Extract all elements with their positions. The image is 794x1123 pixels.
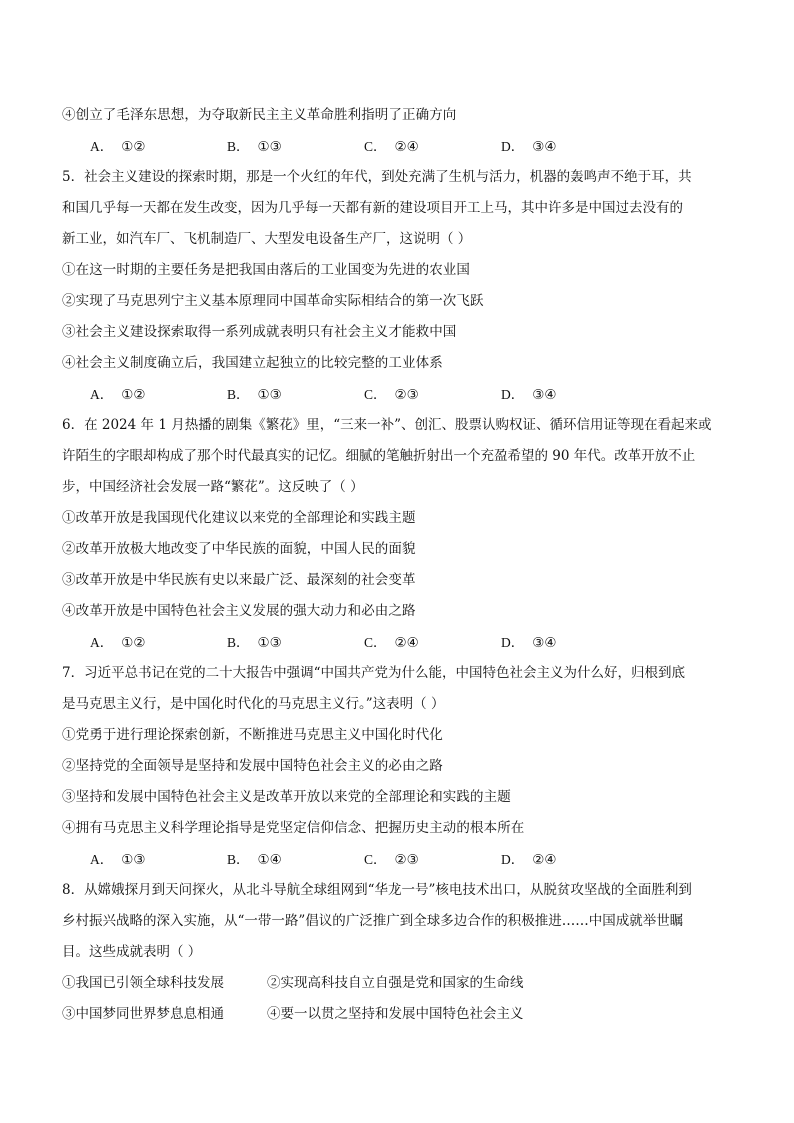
q8-statements-row-1 [62,968,742,999]
q7-option-a[interactable]: A． ①③ [90,852,146,868]
q7-stem-line-1: 7．习近平总书记在党的二十大报告中强调“中国共产党为什么能，中国特色社会主义为什么好，归根到底 [62,665,685,681]
q5-statement-4: ④社会主义制度确立后，我国建立起独立的比较完整的工业体系 [62,355,443,371]
q7-statement-3: ③坚持和发展中国特色社会主义是改革开放以来党的全部理论和实践的主题 [62,789,511,805]
q7-stem-line-2: 是马克思主义行，是中国化时代化的马克思主义行。”这表明（ ） [62,696,445,712]
q5-statement-2: ②实现了马克思列宁主义基本原理同中国革命实际相结合的第一次飞跃 [62,293,484,309]
q6-statement-2: ②改革开放极大地改变了中华民族的面貌，中国人民的面貌 [62,541,416,557]
q7-option-d[interactable]: D． ②④ [501,852,557,868]
q4-option-c[interactable]: C． ②④ [364,139,419,155]
q4-option-a[interactable]: A． ①② [90,139,146,155]
q6-statement-3: ③改革开放是中华民族有史以来最广泛、最深刻的社会变革 [62,572,416,588]
q4-statement-4: ④创立了毛泽东思想，为夺取新民主主义革命胜利指明了正确方向 [62,107,457,123]
q5-stem-line-2: 和国几乎每一天都在发生改变，因为几乎每一天都有新的建设项目开工上马，其中许多是中国过去没有的 [62,200,683,216]
q4-option-d[interactable]: D． ③④ [501,139,557,155]
q7-statement-1: ①党勇于进行理论探索创新，不断推进马克思主义中国化时代化 [62,727,443,743]
q6-statement-4: ④改革开放是中国特色社会主义发展的强大动力和必由之路 [62,603,416,619]
q8-statement-3: ③中国梦同世界梦息息相通 [62,1006,224,1022]
exam-page [62,100,742,1030]
q6-stem-line-2: 许陌生的字眼却构成了那个时代最真实的记忆。细腻的笔触折射出一个充盈希望的 90 年代。改革开放不止 [62,448,696,464]
q5-statement-1: ①在这一时期的主要任务是把我国由落后的工业国变为先进的农业国 [62,262,470,278]
q6-stem-line-1: 6．在 2024 年 1 月热播的剧集《繁花》里，“三来一补”、创汇、股票认购权证、循环信用证等现在看起来或 [62,417,712,433]
q4-option-b[interactable]: B． ①③ [227,139,282,155]
q8-statements-row-2 [62,999,742,1030]
q8-stem-line-3: 目。这些成就表明（ ） [62,944,202,960]
q5-statement-3: ③社会主义建设探索取得一系列成就表明只有社会主义才能救中国 [62,324,457,340]
q5-stem-line-1: 5．社会主义建设的探索时期，那是一个火红的年代，到处充满了生机与活力，机器的轰鸣声不绝于耳，共 [62,169,692,185]
q6-option-b[interactable]: B． ①③ [227,635,282,651]
q5-stem-line-3: 新工业，如汽车厂、飞机制造厂、大型发电设备生产厂，这说明（ ） [62,231,472,247]
q8-stem-line-2: 乡村振兴战略的深入实施，从“一带一路”倡议的广泛推广到全球多边合作的积极推进……中国成就举世瞩 [62,913,684,929]
q4-options [62,131,742,162]
q7-options [62,844,742,875]
q7-option-c[interactable]: C． ②③ [364,852,419,868]
q5-options [62,379,742,410]
q7-option-b[interactable]: B． ①④ [227,852,282,868]
q7-statement-2: ②坚持党的全面领导是坚持和发展中国特色社会主义的必由之路 [62,758,443,774]
q5-option-d[interactable]: D． ③④ [501,387,557,403]
q6-options [62,627,742,658]
q8-stem-line-1: 8．从嫦娥探月到天问探火，从北斗导航全球组网到“华龙一号”核电技术出口，从脱贫攻坚战的全面胜利到 [62,882,692,898]
q8-statement-1: ①我国已引领全球科技发展 [62,975,224,991]
q5-option-a[interactable]: A． ①② [90,387,146,403]
q6-option-d[interactable]: D． ③④ [501,635,557,651]
q6-option-c[interactable]: C． ②④ [364,635,419,651]
q7-statement-4: ④拥有马克思主义科学理论指导是党坚定信仰信念、把握历史主动的根本所在 [62,820,525,836]
q6-stem-line-3: 步，中国经济社会发展一路“繁花”。这反映了（ ） [62,479,364,495]
q5-option-b[interactable]: B． ①③ [227,387,282,403]
q5-option-c[interactable]: C． ②③ [364,387,419,403]
q6-statement-1: ①改革开放是我国现代化建议以来党的全部理论和实践主题 [62,510,416,526]
q6-option-a[interactable]: A． ①② [90,635,146,651]
q8-statement-4: ④要一以贯之坚持和发展中国特色社会主义 [267,1006,524,1022]
q8-statement-2: ②实现高科技自立自强是党和国家的生命线 [267,975,524,991]
